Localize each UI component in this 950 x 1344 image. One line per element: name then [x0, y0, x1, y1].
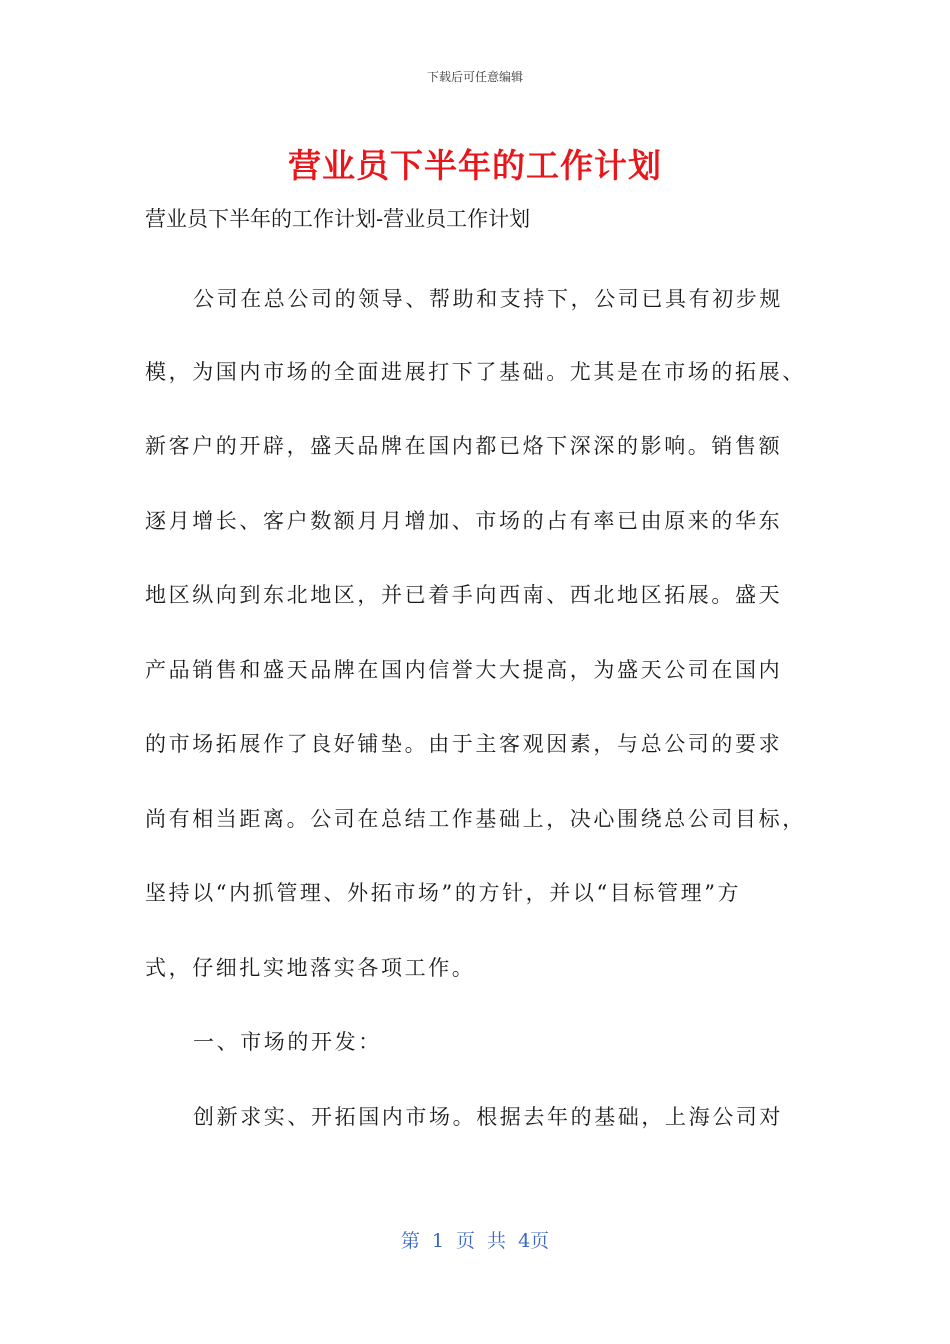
body-line: 式，仔细扎实地落实各项工作。: [145, 956, 476, 980]
body-line: 逐月增长、客户数额月月增加、市场的占有率已由原来的华东: [145, 509, 783, 533]
body-line: 坚持以“内抓管理、外拓市场”的方针，并以“目标管理”方: [145, 881, 742, 905]
body-line: 模，为国内市场的全面进展打下了基础。尤其是在市场的拓展、: [145, 360, 806, 384]
body-line: 新客户的开辟，盛天品牌在国内都已烙下深深的影响。销售额: [145, 434, 783, 458]
header-note: 下载后可任意编辑: [426, 70, 523, 84]
body-line: 地区纵向到东北地区，并已着手向西南、西北地区拓展。盛天: [145, 583, 783, 607]
document-title: 营业员下半年的工作计划: [288, 146, 662, 185]
page-number: 第 1 页 共 4页: [400, 1230, 550, 1252]
document-subtitle: 营业员下半年的工作计划-营业员工作计划: [145, 207, 531, 231]
body-line: 产品销售和盛天品牌在国内信誉大大提高，为盛天公司在国内: [145, 658, 783, 682]
section-heading: 一、市场的开发：: [193, 1030, 382, 1054]
body-line: 尚有相当距离。公司在总结工作基础上，决心围绕总公司目标，: [145, 807, 806, 831]
body-line: 的市场拓展作了良好铺垫。由于主客观因素，与总公司的要求: [145, 732, 783, 756]
body-line: 创新求实、开拓国内市场。根据去年的基础，上海公司对: [193, 1105, 783, 1129]
body-line: 公司在总公司的领导、帮助和支持下，公司已具有初步规: [193, 287, 783, 311]
